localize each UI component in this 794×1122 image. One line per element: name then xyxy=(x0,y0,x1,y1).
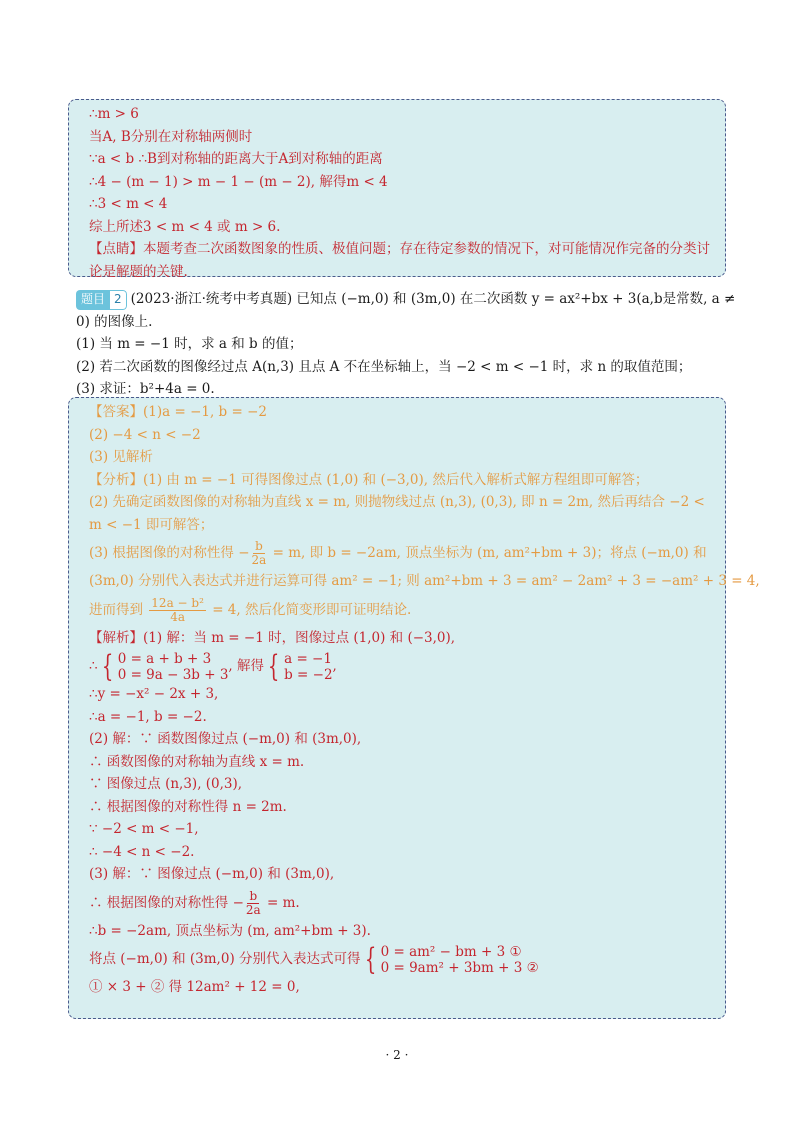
fraction-denominator: 4a xyxy=(170,609,185,624)
problem-stem-text: (2023·浙江·统考中考真题) 已知点 (−m,0) 和 (3m,0) 在二次函数 y = ax²+bx + 3(a,b是常数, a ≠ 0) 的图像上. xyxy=(76,291,736,330)
problem-statement xyxy=(76,288,736,401)
solution-line: ∵ −2 < m < −1, xyxy=(89,821,199,837)
text-span: , 解得 xyxy=(228,658,265,674)
problem-stem xyxy=(76,288,736,333)
answer-line: (3) 见解析 xyxy=(89,449,153,465)
text-span: 将点 (−m,0) 和 (3m,0) 分别代入表达式可得 xyxy=(89,951,361,967)
system-of-equations xyxy=(264,648,333,684)
solution-line: ∴ 函数图像的对称轴为直线 x = m. xyxy=(89,753,305,770)
fraction-numerator: b xyxy=(255,539,263,553)
problem-tag xyxy=(76,290,127,310)
equation-system-2 xyxy=(89,942,715,976)
note-dianjing: 【点睛】本题考查二次函数图象的性质、极值问题；存在待定参数的情况下，对可能情况作完备的分类讨论是解题的关键. xyxy=(89,241,710,280)
system-of-equations xyxy=(361,941,539,977)
text-span: = m. xyxy=(262,894,300,911)
solution-line: ∴y = −x² − 2x + 3, xyxy=(89,686,219,702)
text-span: ∴ xyxy=(89,658,98,674)
question-2: (2) 若二次函数的图像经过点 A(n,3) 且点 A 不在坐标轴上，当 −2 < m < −1 时，求 n 的取值范围； xyxy=(76,358,692,375)
solution-line: ∴a = −1, b = −2. xyxy=(89,708,207,725)
brace-icon: { xyxy=(101,648,113,684)
equation-row: 0 = 9am² + 3bm + 3 ② xyxy=(380,959,539,976)
question-1: (1) 当 m = −1 时，求 a 和 b 的值； xyxy=(76,336,303,352)
analysis-3 xyxy=(89,536,715,570)
solution-line: (3) 解：∵ 图像过点 (−m,0) 和 (3m,0), xyxy=(89,866,335,882)
equation-row: 0 = a + b + 3 xyxy=(117,650,212,667)
fraction-denominator: 2a xyxy=(245,902,261,917)
analysis-3-end xyxy=(89,593,715,627)
text-span: ∴ 根据图像的对称性得 − xyxy=(89,894,244,911)
equation-row: 0 = 9a − 3b + 3 xyxy=(117,666,229,683)
text-line: ∴m > 6 xyxy=(89,106,139,122)
text-line: ∴3 < m < 4 xyxy=(89,196,168,212)
text-span: = 4, 然后化简变形即可证明结论. xyxy=(207,601,412,618)
problem-tag-label: 题目 xyxy=(76,290,110,310)
solution-1: 【解析】(1) 解：当 m = −1 时，图像过点 (1,0) 和 (−3,0), xyxy=(89,629,456,646)
fraction-numerator: b xyxy=(249,888,258,903)
fraction-numerator: 12a − b² xyxy=(151,595,204,610)
problem-tag-number: 2 xyxy=(110,290,127,310)
equation-row: 0 = am² − bm + 3 ① xyxy=(380,943,522,960)
text-span: , xyxy=(332,658,337,674)
equation-row: a = −1 xyxy=(284,650,332,667)
text-span: 进而得到 xyxy=(89,601,148,618)
question-3: (3) 求证：b²+4a = 0. xyxy=(76,381,215,397)
text-line: 综上所述3 < m < 4 或 m > 6. xyxy=(89,218,281,235)
fraction-denominator: 2a xyxy=(251,553,267,567)
answer-line: 【答案】(1)a = −1, b = −2 xyxy=(89,404,267,420)
fraction xyxy=(149,597,206,624)
solution-line: ∵ 图像过点 (n,3), (0,3), xyxy=(89,776,243,792)
solution-last-line: ① × 3 + ② 得 12am² + 12 = 0, xyxy=(89,979,300,995)
text-line: 当A, B分别在对称轴两侧时 xyxy=(89,128,253,145)
analysis-1: 【分析】(1) 由 m = −1 可得图像过点 (1,0) 和 (−3,0), 然后代入解析式解方程组即可解答； xyxy=(89,471,649,488)
text-line: ∴4 − (m − 1) > m − 1 − (m − 2), 解得m < 4 xyxy=(89,173,388,190)
brace-icon: { xyxy=(364,941,376,977)
text-line: ∵a < b ∴B到对称轴的距离大于A到对称轴的距离 xyxy=(89,151,383,167)
symmetry-line xyxy=(89,886,715,920)
text-span: (3) 根据图像的对称性得 − xyxy=(89,545,250,561)
equation-system-1 xyxy=(89,649,715,683)
solution-box-continued xyxy=(68,99,726,280)
solution-line: ∴ 根据图像的对称性得 n = 2m. xyxy=(89,798,287,815)
page-number: · 2 · xyxy=(385,1048,409,1062)
answer-line: (2) −4 < n < −2 xyxy=(89,426,201,443)
brace-icon: { xyxy=(267,648,280,684)
solution-line: ∴ −4 < n < −2. xyxy=(89,843,195,860)
fraction xyxy=(252,540,267,567)
solution-box xyxy=(68,397,760,1019)
equation-row: b = −2 xyxy=(284,666,333,683)
system-of-equations xyxy=(98,648,229,684)
analysis-2: (2) 先确定函数图像的对称轴为直线 x = m, 则抛物线过点 (n,3), (0,3), 即 n = 2m, 然后再结合 −2 < m < −1 即可解答； xyxy=(89,494,705,533)
solution-line: (2) 解：∵ 函数图像过点 (−m,0) 和 (3m,0), xyxy=(89,731,362,747)
text-span: = m, 即 b = −2am, 顶点坐标为 (m, am²+bm + 3)；将点 (−m,0) 和 xyxy=(268,545,707,561)
analysis-3-cont: (3m,0) 分别代入表达式并进行运算可得 am² = −1; 则 am²+bm + 3 = am² − 2am² + 3 = −am² + 3 = 4, xyxy=(89,573,760,589)
fraction xyxy=(246,890,261,917)
vertex-line: ∴b = −2am, 顶点坐标为 (m, am²+bm + 3). xyxy=(89,922,371,939)
